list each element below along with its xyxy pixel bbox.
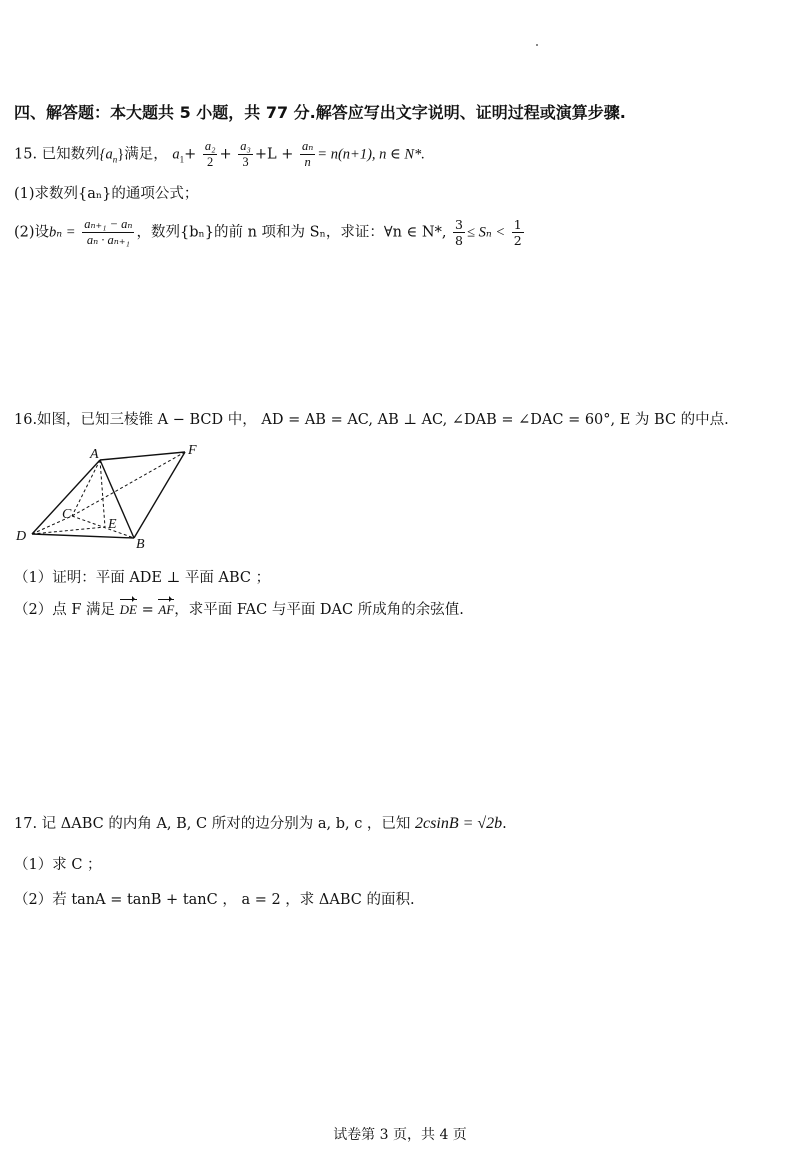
stray-mark [536,44,538,46]
edge-AC [72,460,100,516]
q15-stem [14,140,425,169]
q15-frac-3-8: $\frac{3}{8}$ [455,217,463,249]
q17-condition: 2csinB = √2b [415,815,503,832]
q15-part2 [14,218,526,247]
label-F: F [188,443,197,458]
q15-seq: {a [99,146,113,163]
label-E: E [108,517,117,532]
q15-frac1: $\frac{\text{a₂}}{2}$ [204,139,216,170]
q16-part1: （1）证明：平面 ADE ⊥ 平面 ABC ； [14,570,271,586]
q16-vec-DE: DE [119,602,137,617]
q15-bn: bₙ = [49,224,76,241]
q15-b-frac: $\frac{\text{aₙ₊₁ − aₙ}}{\text{aₙ · aₙ₊₁}}$ [84,217,133,248]
q15-frac2: $\frac{\text{a₃}}{3}$ [240,139,251,170]
q16-part2-suffix: ，求平面 FAC 与平面 DAC 所成角的余弦值. [174,602,464,618]
q15-plus2: + [219,146,232,163]
q16-part2 [14,598,464,619]
label-D: D [16,529,27,544]
q17-stem-prefix: 17. 记 ΔABC 的内角 A, B, C 所对的边分别为 a, b, c ，已知 [14,816,411,832]
q17-part1: （1）求 C ； [14,857,102,873]
q17-stem-suffix: . [502,816,507,832]
section-heading: 四、解答题：本大题共 5 小题，共 77 分.解答应写出文字说明、证明过程或演算步骤. [14,103,626,122]
edge-DB [32,534,134,538]
label-B: B [136,537,145,550]
edge-AD [32,460,100,534]
q16-figure [10,440,210,550]
q15-number: 15. [14,146,38,163]
q17-stem [14,812,507,833]
label-C: C [62,507,72,522]
q15-seq-close: } [117,146,125,163]
page-footer: 试卷第 3 页，共 4 页 [333,1127,467,1143]
q15-frac-1-2: $\frac{1}{2}$ [513,217,522,249]
q15-plus1: + [184,146,197,163]
q15-a1-sub: 1 [179,154,185,165]
q15-seq-sub: n [112,154,118,165]
q15-part1: (1)求数列{aₙ}的通项公式； [14,186,199,202]
q17-part2: （2）若 tanA = tanB + tanC ， a = 2 ，求 ΔABC 的面积. [14,892,415,908]
q16-stem: 16.如图，已知三棱锥 A − BCD 中， AD = AB = AC, AB ⊥ AC, ∠DAB = ∠DAC = 60°, E 为 BC 的中点. [14,412,729,428]
q15-ellipsis: +L + [254,146,294,163]
edge-DE [32,527,105,534]
q15-intro: 已知数列 [41,146,100,163]
q15-part2-mid: ，数列{bₙ}的前 n 项和为 Sₙ，求证：∀n ∈ N*, [136,224,447,241]
edge-CB [72,516,134,538]
q15-frac3: $\frac{\text{aₙ}}{n}$ [301,139,314,170]
q15-part2-prefix: (2)设 [14,224,50,241]
edge-AF [100,452,185,460]
edge-FC [72,452,185,516]
q15-ineq-mid: ≤ Sₙ < [467,224,506,241]
q16-part2-prefix: （2）点 F 满足 [14,602,116,618]
q16-vec-AF: AF [158,602,175,617]
edge-FB [134,452,185,538]
q15-satisfy: 满足， [124,146,168,163]
q15-rhs: = n(n+1), n ∈ N*. [317,146,425,163]
label-A: A [90,447,99,462]
q16-eq: = [141,602,154,618]
q15-a1: a [172,146,180,163]
